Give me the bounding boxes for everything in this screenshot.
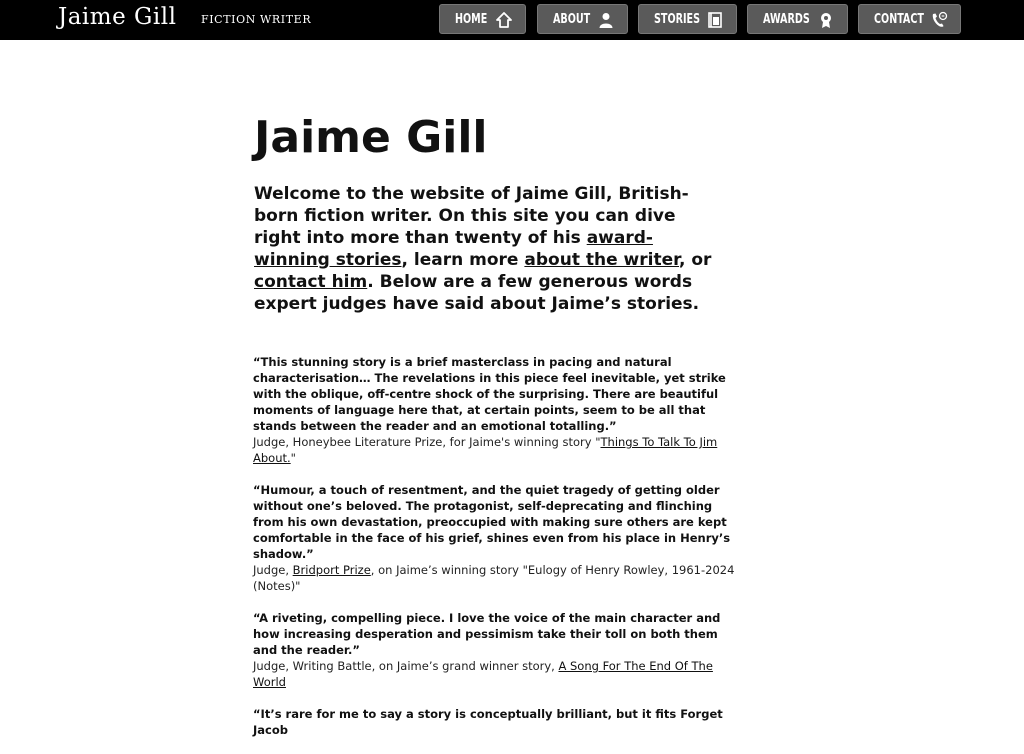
- contact-him-link[interactable]: contact him: [254, 272, 368, 292]
- home-icon: [495, 11, 513, 29]
- attribution-text: Judge, Honeybee Literature Prize, for Jaime's winning story ": [253, 435, 601, 449]
- site-tagline: FICTION WRITER: [201, 13, 312, 26]
- quote-item: [253, 354, 735, 466]
- quote-text: “Humour, a touch of resentment, and the quiet tragedy of getting older without one’s beloved. The protagonist, self-deprecating and flinching from his own devastation, preoccupied with making sure others are kept comfortable in the face of his grief, shines even from his place in Henry’s shadow.”: [253, 483, 731, 561]
- nav-home-button[interactable]: [439, 4, 526, 34]
- judge-quotes-list: [253, 354, 735, 754]
- bridport-prize-link[interactable]: Bridport Prize: [292, 563, 371, 577]
- phone-icon: [930, 11, 948, 29]
- about-the-writer-link[interactable]: about the writer: [524, 250, 679, 270]
- quote-attribution: [253, 658, 735, 690]
- attribution-text: Judge,: [253, 563, 293, 577]
- intro-text-4: . Below are a few generous words expert judges have said about Jaime’s stories.: [254, 272, 700, 314]
- intro-text-3: , or: [679, 250, 712, 270]
- quote-item: [253, 610, 735, 690]
- nav-about-button[interactable]: [537, 4, 628, 34]
- quote-text: “It’s rare for me to say a story is conceptually brilliant, but it fits Forget Jacob: [253, 707, 723, 737]
- attribution-suffix: , on Jaime’s winning story "Eulogy of Henry Rowley, 1961-2024 (Notes)": [253, 563, 735, 593]
- attribution-suffix: ": [290, 451, 296, 465]
- page-title: Jaime Gill: [254, 112, 488, 163]
- quote-item: [253, 706, 735, 738]
- book-icon: [706, 11, 724, 29]
- user-icon: [597, 11, 615, 29]
- nav-awards-button[interactable]: [747, 4, 848, 34]
- quote-item: [253, 482, 735, 594]
- intro-paragraph: [254, 183, 724, 315]
- attribution-text: Judge, Writing Battle, on Jaime’s grand winner story,: [253, 659, 559, 673]
- intro-text-1: Welcome to the website of Jaime Gill, British-born fiction writer. On this site you can dive right into more than twenty of his: [254, 184, 689, 248]
- nav-contact-label: CONTACT: [874, 11, 924, 27]
- intro-text-2: , learn more: [401, 250, 525, 270]
- quote-text: “This stunning story is a brief masterclass in pacing and natural characterisation… The revelations in this piece feel inevitable, yet strike with the oblique, off-centre shock of the surprising. There are beautiful moments of language here that, at certain points, seem to be all that stands between the reader and an emotional totalling.”: [253, 355, 726, 433]
- nav-awards-label: AWARDS: [763, 11, 810, 27]
- site-brand[interactable]: Jaime Gill: [58, 4, 177, 30]
- quote-attribution: [253, 434, 735, 466]
- award-winning-stories-link[interactable]: award-winning stories: [254, 228, 653, 270]
- quote-text: “A riveting, compelling piece. I love the voice of the main character and how increasing desperation and pessimism take their toll on both them and the reader.”: [253, 611, 721, 657]
- top-navigation-bar: [0, 0, 1024, 40]
- nav-about-label: ABOUT: [553, 11, 591, 27]
- award-ribbon-icon: [817, 11, 835, 29]
- nav-stories-label: STORIES: [654, 11, 701, 27]
- story-link[interactable]: Things To Talk To Jim About.: [253, 435, 718, 465]
- quote-attribution: [253, 562, 735, 594]
- nav-stories-button[interactable]: [638, 4, 737, 34]
- nav-home-label: HOME: [455, 11, 488, 27]
- nav-contact-button[interactable]: [858, 4, 961, 34]
- story-link[interactable]: A Song For The End Of The World: [253, 659, 713, 689]
